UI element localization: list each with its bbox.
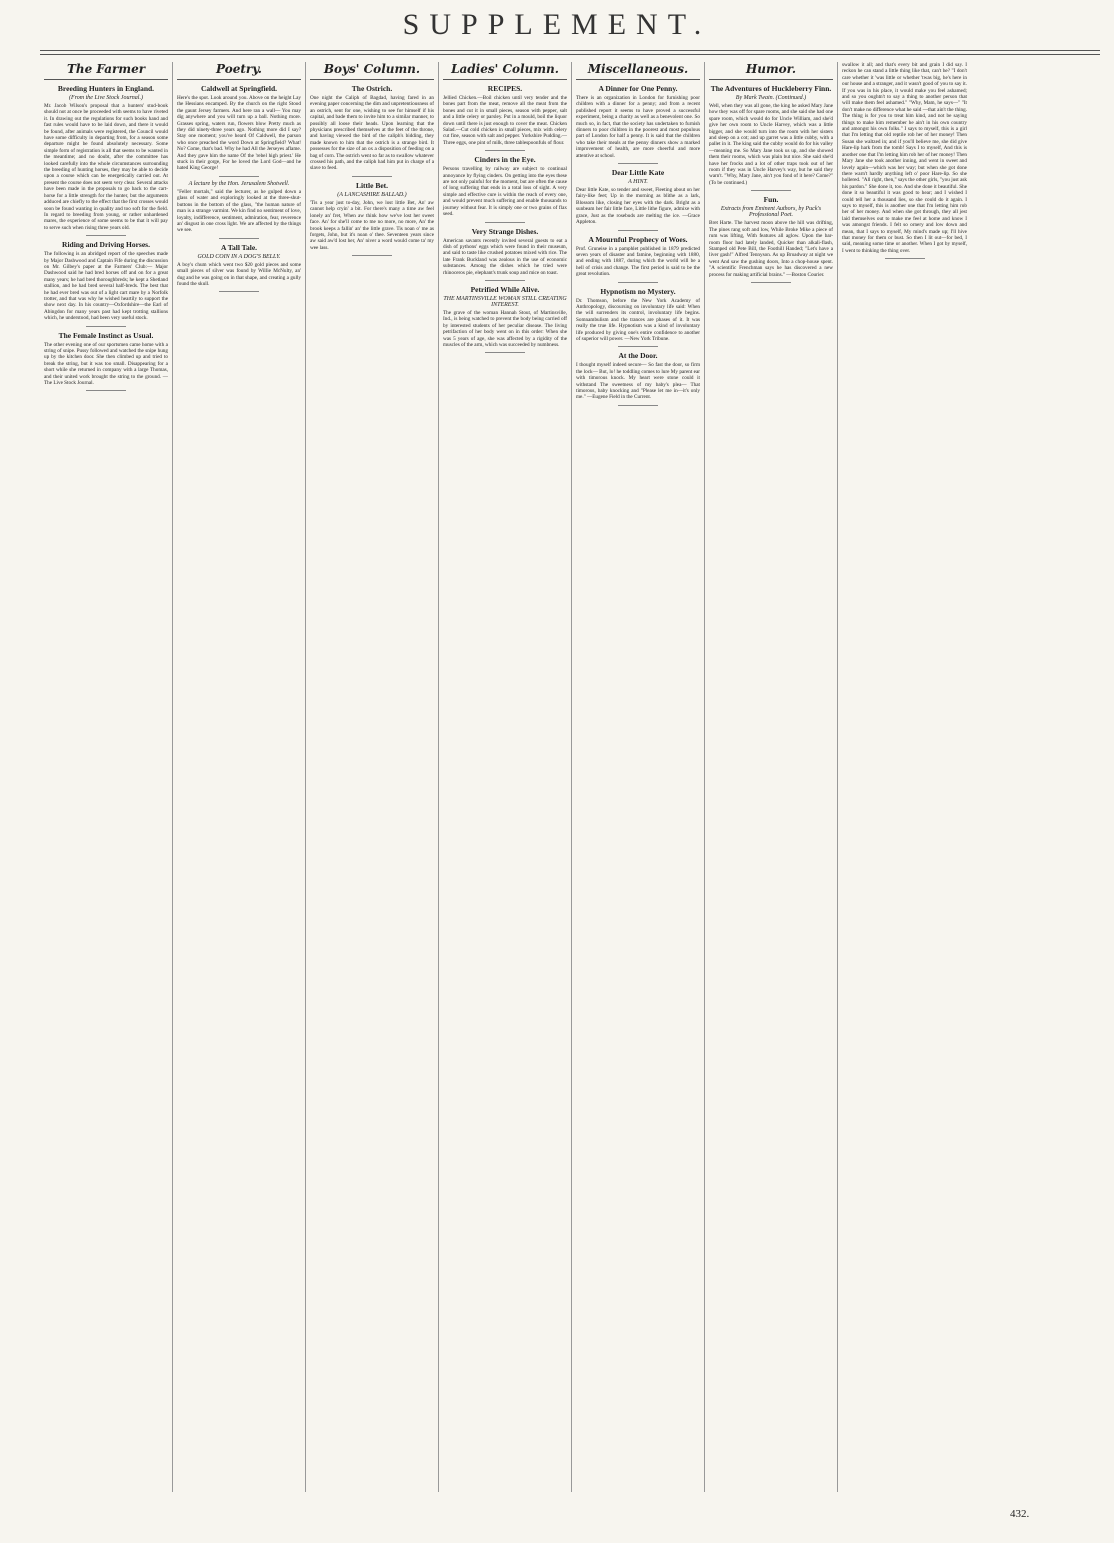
- article-title: Breeding Hunters in England.: [57, 84, 155, 93]
- article-separator: [86, 390, 126, 391]
- article-body: I thought myself indeed secure— So fast the door, so firm the lock— But, lo! he toddling comes to lure My parent ear with timorous knock. My heart were stone could it withstand The sweetness of my baby's plea— That timorous, baby knocking and "Please let me in—it's only me." —Eugene Field in the Current.: [576, 362, 700, 401]
- article-title: Little Bet.: [355, 180, 389, 190]
- article-separator: [352, 176, 392, 177]
- article-separator: [885, 258, 925, 259]
- article-subtitle: GOLD COIN IN A DOG'S BELLY.: [197, 253, 281, 260]
- article-separator: [618, 282, 658, 283]
- article-body: Bret Harte. The harvest moon above the hill was drifting, The pines rang soft and low, While Broke Mike a piece of rum was lifting, With features all aglow. Upon the bar-room floor had lately landed, Quicker than alkali-flash, Stamped old Pete Bill, the Foothill Handed; "Let's have a liver gash!" Alfred Tennyson. As up Broadway at night we went And saw the gushing doors, Into a chop-house spent. "A scientific Frenchman says he has discovered a new process for making artificial brains." —Boston Courier.: [709, 220, 833, 278]
- article-title: Dear Little Kate: [611, 168, 665, 178]
- article-body: There is an organization in London for furnishing poor children with a dinner for a penny; and from a recent published report it seems to have proved a successful experiment, being a charity as well as a benevolent one. So much so, in fact, that the society has undertaken to furnish dinners to poor children in the poorest and most populous part of London for half a penny. It is said that the children who take their meals at the penny dinners show a marked improvement of health, are more cheerful and more attentive at school.: [576, 95, 700, 159]
- article-title: At the Door.: [618, 351, 658, 361]
- article-title: The Adventures of Huckleberry Finn.: [710, 84, 832, 93]
- article-separator: [485, 280, 525, 281]
- column-header: The Farmer: [44, 62, 168, 80]
- article-body: One night the Caliph of Bagdad, having fared in an evening paper concerning the dim and unpretentiousness of an ostrich, sent for one, wishing to see for himself if his capital, and bade them to invite him to a similar manner, to possibly all loose their heads. Upon learning that the physicians prescribed themselves at the feet of the throne, and having viewed the bird of the caliph's bidding, they made known to him that the ostrich is a strange bird. It possesses for the size of an ox a disposition of feeding on a bag of corn. The ostrich went so far as to swallow whatever crossed his path, and the caliph had him put in charge of a slave to feed.: [310, 95, 434, 172]
- article-subtitle: THE MARTINSVILLE WOMAN STILL CREATING INTEREST.: [443, 295, 567, 308]
- article-title: RECIPES.: [487, 84, 523, 93]
- article-separator: [352, 255, 392, 256]
- article-body: A boy's chum which went two $20 gold pieces and some small pieces of silver was found by Willie McNulty, an' dug and he was going on in that shape, and creating a gully found the skull.: [177, 261, 301, 287]
- article-separator: [618, 405, 658, 406]
- article-body: "Feller mortals," said the lecturer, as he gulped down a glass of water and exploringly looked at the three-shut-buttons in the bottom of the glass, "the human nature of man is a strange varmint. We kin find no sentiment of love, loyalty, indifference, sentiment, admiration, fear, reverence an' disgust in one cross light. We are affected by the things we see.: [177, 188, 301, 234]
- article-title: A Tall Tale.: [220, 242, 258, 252]
- article-subtitle: Extracts from Eminent Authors, by Puck's Professional Poet.: [720, 206, 822, 219]
- article-subtitle: A lecture by the Hon. Jerusalem Shotwell.: [188, 180, 290, 187]
- column-7: [838, 62, 971, 1492]
- column-header: Poetry.: [177, 62, 301, 80]
- article-body: Here's the spot. Look around you. Above on the height Lay the Hessians encamped. By the church on the right Stood the gaunt Jersey farmers. And here ran a wall— You may dig anywhere and you will turn up a ball. Nothing more. Grasses spring, waters run, flowers blow Pretty much as they did ninety-three years ago. Nothing more did I say? Stay one moment; you've heard Of Caldwell, the parson who once preached the word Down at Springfield? What! No? Come, that's bad. Why he had All the Jerseyes aflame. And they gave him the name Of the 'rebel high priest.' He stuck in their gorge, For he loved the Lord God—and he hated King George!: [177, 95, 301, 172]
- column-1: [40, 62, 173, 1492]
- top-rule: [40, 50, 1100, 51]
- masthead: SUPPLEMENT.: [402, 8, 712, 41]
- article-separator: [219, 238, 259, 239]
- article-title: The Female Instinct as Usual.: [58, 330, 154, 340]
- article-title: Fun.: [763, 195, 779, 205]
- article-body: Mr. Jacob Wilson's proposal that a hunters' stud-book should not at once be proceeded with seems to have riveted it. In drawing out the regulations for such books hand and fast rules would have to be laid down, and there it would be found, after animals were registered, the Council would have some difficulty in departing from, for a season some departure might be found absolutely necessary. Some simple form of registration is all that seems to be wanted in the meantime; and no doubt, after the committee has looked carefully into the whole circumstances surrounding the breeding of hunting horses, they may be able to decide upon a course which can be energetically carried out. At present the course does not seem very clear. Several attacks have been made in the proposals to go back to the cart-horse for a little strength for the hunter, but the arguments adduced are chiefly to the effect that the first crosses would soon be found wanting in quality and too soft for the field. In regard to breeding from young, or rather unhardened mares, the experience of some seems to be that it will pay to serve such when rising three years old.: [44, 103, 168, 231]
- column-header: Miscellaneous.: [576, 62, 700, 80]
- article-subtitle: (A LANCASHIRE BALLAD.): [337, 191, 407, 198]
- article-title: Riding and Driving Horses.: [62, 240, 150, 250]
- article-separator: [618, 163, 658, 164]
- article-subtitle: A HINT.: [628, 179, 648, 186]
- column-6: [705, 62, 838, 1492]
- article-body: Dear little Kate, so tender and sweet, Fleeting about on her fairy-like feet; Up in the morning as blithe as a lark, Blossom like, closing her eyes with the dark. Bright as a sunbeam her fair little face, Little lithe figure, admixe with grace, Just as the rosebuds are melting the ice. —Grace Appleton.: [576, 187, 700, 226]
- article-body: Prof. Gruneise in a pamphlet published in 1879 predicted seven years of disaster and famine, beginning with 1880, and ending with 1887, during which the world will be a hell of crisis and change. The first period is said to be the great revolution.: [576, 245, 700, 278]
- article-title: Cinders in the Eye.: [474, 155, 536, 165]
- article-subtitle: By Mark Twain. (Continued.): [735, 95, 807, 101]
- article-title: Petrified While Alive.: [470, 284, 540, 294]
- article-title: Caldwell at Springfield.: [200, 84, 278, 93]
- article-body: American savants recently invited several guests to eat a dish of pythons' eggs which were found in their museum, and said to taste like crushed potatoes mixed with rice. The late Frank Buckland was zealous in the use of economic substances. Among the dishes which he tried were rhinoceros pie, elephant's trunk soup and mice on toast.: [443, 237, 567, 276]
- page-number: 432.: [1010, 1508, 1030, 1520]
- article-body: The other evening one of our sportsmen came home with a string of snipe. Pussy followed and watched the snipe hung up by the kitchen door. She then climbed up and tried to break the string, but it was too small. Disappearing for a short while she returned in company with a large Thomas, and their united work brought the string to the ground. —The Live Stock Journal.: [44, 341, 168, 387]
- article-body: Persons travelling by railway are subject to continual annoyance by flying cinders. On getting into the eyes these are not only painful for the moment, but are often the cause of long suffering that ends in a total loss of sight. A very simple and effective cure is within the reach of every one, and would prevent much suffering and enable thousands to journey without fear. It is simply one or two grains of flax seed.: [443, 166, 567, 218]
- columns: [40, 62, 1104, 1492]
- article-separator: [485, 222, 525, 223]
- article-title: Very Strange Dishes.: [471, 226, 539, 236]
- article-title: Hypnotism no Mystery.: [600, 286, 676, 296]
- article-separator: [618, 346, 658, 347]
- column-4: [439, 62, 572, 1492]
- article-separator: [86, 326, 126, 327]
- article-separator: [219, 176, 259, 177]
- article-body: Dr. Thomson, before the New York Academy of Anthropology, discoursing on involuntary life said: When the will surrenders its control, involuntary life begins. Somnambulism and the trances are phases of it. It was really the true life. Hypnotism was a kind of involuntary life produced by giving one's entire confidence to another of superior will power. —New York Tribune.: [576, 297, 700, 342]
- article-separator: [86, 235, 126, 236]
- article-separator: [485, 352, 525, 353]
- article-body: The following is an abridged report of the speeches made by Major Dashwood and Captain Fife during the discussion on Mr. Gilbey's paper at the Farmers' Club:— Major Dashwood said he had bred horses off and on for a great many years; he had bred thoroughbreds; he kept a Shetland stallion, and he had bred several half-breds. The best that he had ever bred was out of a light cart mare by a Norfolk trotter, and that was why he wished heartily to support the show next day. In his country—Oxfordshire—the Earl of Abingdon for many years past had kept trotting stallions which, he understood, had been very useful stock.: [44, 251, 168, 322]
- article-title: A Dinner for One Penny.: [598, 84, 678, 93]
- article-body: swallow it all; and that's every bit and grain I did say. I reckon he can stand a little thing like that, can't he? "I don't care whether it 'was little or whether 'twas big, he's here in our house and a stranger, and it wasn't good of you to say it. If you was in his place, it would make you feel ashamed; and so you oughtn't to say a thing to another person that will make them feel ashamed." "Why, Mam, he says—" "It don't make no difference what he said —that ain't the thing. The thing is for you to treat him kind, and not be saying things to make him remember he ain't in his own country and amongst his own folks." I says to myself, this is a girl that I'm letting that old reptile rob her of her money! Then Susan she waltzed in; and if you'll believe me, she did give Hare-lip hark from the tomb! Says I to myself, And this is another one that I'm letting him rob her of her money! Then Mary Jane she took another inning, and went in sweet and lovely again—which was her way; but when she got done there warn't hardly anything left o' poor Hare-lip. So she hollered. "All right, then," says the other girls, "you just ask his pardon." She done it, too. And she done it beautiful. She done it so beautiful it was good to hear; and I wished I could tell her a thousand lies, so she could do it again. I says to myself, this is another one that I'm letting him rob her of her money. And when she got through, they all jest laid themselves out to make me feel at home and know I was amongst friends. I felt so ornery and low down and mean, that I says to myself, My mind's made up; I'll hive that money for them or bust. So then I lit out—for bed, I said, meaning some time or another. When I got by myself, I went to thinking the thing over.: [842, 62, 967, 254]
- column-5: [572, 62, 705, 1492]
- article-body: Well, when they was all gone, the king he asked Mary Jane how they was off for spare rooms, and she said she had one spare room, which would do for Uncle William, and she'd give her own room to Uncle Harvey, which was a little bigger, and she would turn into the room with her sisters and sleep on a cot; and up garret was a little cubby, with a pallet in it. The king said the cubby would do for his valley—meaning me. So Mary Jane took us up, and she showed them their rooms, which was plain but nice. She said she'd have her frocks and a lot of other traps took out of her room if they was in Uncle Harvey's way, but he said they warn't. "Why, Mary Jane, ain't you fond of it here? Come?" (To be continued.): [709, 103, 833, 186]
- column-header: Boys' Column.: [310, 62, 434, 80]
- article-separator: [751, 190, 791, 191]
- article-title: The Ostrich.: [351, 84, 393, 93]
- article-separator: [219, 291, 259, 292]
- column-header: Ladies' Column.: [443, 62, 567, 80]
- top-rule-thin: [40, 54, 1100, 55]
- article-separator: [751, 282, 791, 283]
- article-separator: [618, 230, 658, 231]
- article-body: The grave of the woman Hannah Stout, of Martinsville, Ind., is being watched to prevent the body being carried off by interested students of her peculiar disease. The living petrifaction of her body went on in this order: When she was 5 years of age, she was affected by a rigidity of the muscles of the arm, which was succeeded by numbness.: [443, 309, 567, 348]
- article-body: Jellied Chicken.—Boil chicken until very tender and the bones part from the meat, remove all the meat from the bones and cut it in small pieces, season with pepper, salt and a little celery or parsley. Put in a mould, boil the liquor down until there is just enough to cover the meat. Chicken Salad.—Cut cold chicken in small pieces, mix with celery cut fine, season with salt and pepper. Yorkshire Pudding.—Three eggs, one pint of milk, three tablespoonfuls of flour.: [443, 95, 567, 146]
- article-title: A Mournful Prophecy of Woes.: [588, 234, 688, 244]
- article-body: 'Tis a year just to-day, John, we lost little Bet, An' aw cannot help cryin' a bit. For there's many a time aw feel lonely an' fret, When aw think how we've lost her sweet face. An' for she'll come to me no more, no more, An' the brook keeps a fallin' an' the little grave. Tis noan o' me as forgets, John, but it's noan o' thee. Seventeen years since aw said aw'd lost her, An' niver a word would come ta' my wee lass.: [310, 199, 434, 251]
- article-subtitle: (From the Live Stock Journal.): [69, 95, 143, 101]
- column-header: Humor.: [709, 62, 833, 80]
- article-separator: [485, 150, 525, 151]
- column-3: [306, 62, 439, 1492]
- column-2: [173, 62, 306, 1492]
